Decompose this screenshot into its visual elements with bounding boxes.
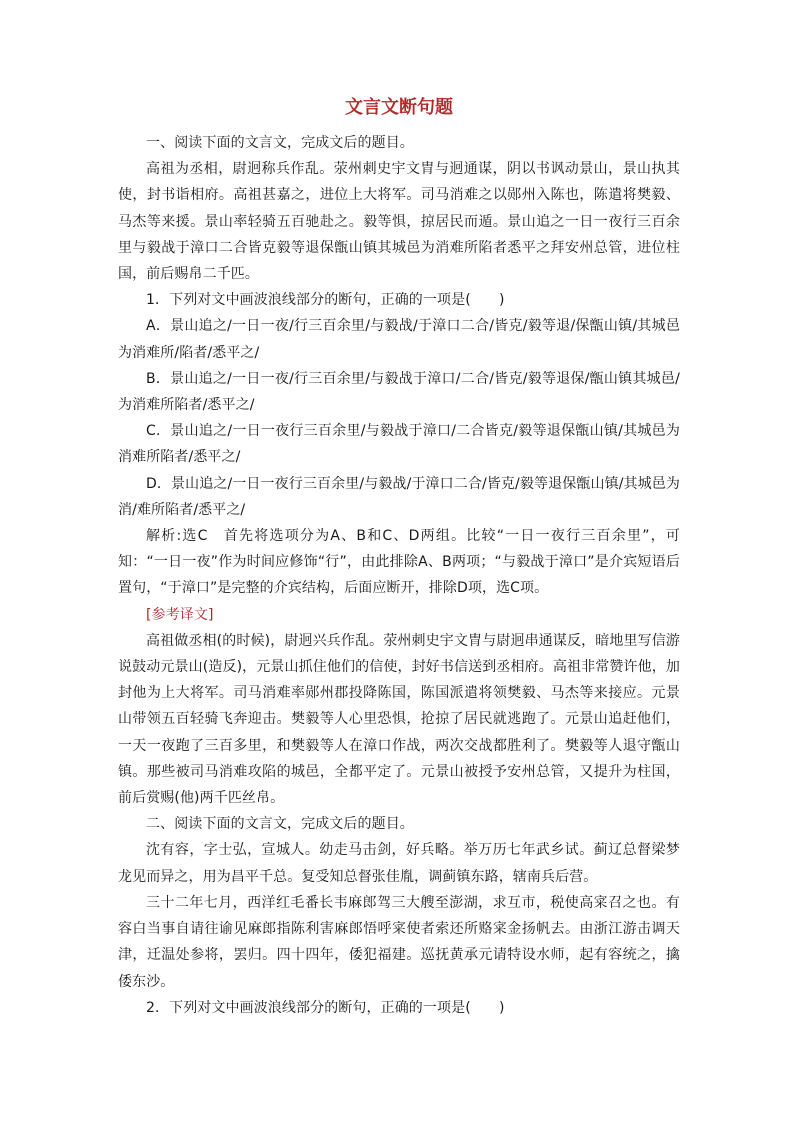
answer-analysis: 解析:选C 首先将选项分为A、B和C、D两组。比较“一日一夜行三百余里”，可知：“一日一夜”作为时间应修饰“行”，由此排除A、B两项；“与毅战于漳口”是介宾短语后置句，“于漳口”是完整的介宾结构，后面应断开，排除D项，选C项。 (118, 528, 680, 597)
option-c: C．景山追之/一日一夜行三百余里/与毅战于漳口/二合皆克/毅等退保甑山镇/其城邑为消难所陷者/悉平之/ (118, 423, 680, 466)
page-title: 文言文断句题 (345, 97, 453, 118)
passage-two-paragraph-1: 沈有容，字士弘，宣城人。幼走马击剑，好兵略。举万历七年武乡试。蓟辽总督梁梦龙见而异之，用为昌平千总。复受知总督张佳胤，调蓟镇东路，辖南兵后营。 (118, 842, 680, 885)
option-b: B．景山追之/一日一夜/行三百余里/与毅战于漳口/二合/皆克/毅等退保/甑山镇其城邑/为消难所陷者/悉平之/ (118, 370, 680, 414)
question-one-stem: 1．下列对文中画波浪线部分的断句，正确的一项是( ) (146, 292, 505, 309)
passage-two-paragraph-2: 三十二年七月，西洋红毛番长韦麻郎驾三大艘至澎湖，求互市，税使高寀召之也。有容白当事自请往谕见麻郎指陈利害麻郎悟呼寀使者索还所赂寀金扬帆去。由浙江游击调天津，迁温处参将，罢归。四十四年，倭犯福建。巡抚黄承元请特设水师，起有容统之，擒倭东沙。 (118, 894, 680, 990)
section-two-heading: 二、阅读下面的文言文，完成文后的题目。 (146, 816, 414, 833)
option-d: D．景山追之/一日一夜行三百余里/与毅战/于漳口二合/皆克/毅等退保甑山镇/其城邑为消/难所陷者/悉平之/ (118, 475, 680, 518)
section-one-heading: 一、阅读下面的文言文，完成文后的题目。 (146, 135, 414, 151)
question-two-stem: 2．下列对文中画波浪线部分的断句，正确的一项是( ) (146, 999, 505, 1016)
passage-one-text: 高祖为丞相，尉迥称兵作乱。荥州刺史宇文胄与迥通谋，阴以书讽动景山，景山执其使，封书诣相府。高祖甚嘉之，进位上大将军。司马消难之以郧州入陈也，陈遣将樊毅、马杰等来援。景山率轻骑五百驰赴之。毅等惧，掠居民而遁。景山追之一日一夜行三百余里与毅战于漳口二合皆克毅等退保甑山镇其城邑为消难所陷者悉平之拜安州总管，进位柱国，前后赐帛二千匹。 (118, 161, 680, 283)
reference-translation-text: 高祖做丞相(的时候)，尉迥兴兵作乱。荥州刺史宇文胄与尉迥串通谋反，暗地里写信游说鼓动元景山(造反)，元景山抓住他们的信使，封好书信送到丞相府。高祖非常赞许他，加封他为上大将军。司马消难率郧州郡投降陈国，陈国派遣将领樊毅、马杰等来接应。元景山带领五百轻骑飞奔迎击。樊毅等人心里恐惧，抢掠了居民就逃跑了。元景山追赶他们，一天一夜跑了三百多里，和樊毅等人在漳口作战，两次交战都胜利了。樊毅等人退守甑山镇。那些被司马消难攻陷的城邑，全都平定了。元景山被授予安州总管，又提升为柱国，前后赏赐(他)两千匹丝帛。 (118, 632, 680, 807)
reference-translation-label: [参考译文] (146, 606, 214, 623)
document-body (118, 94, 680, 1021)
option-a: A．景山追之/一日一夜/行三百余里/与毅战/于漳口二合/皆克/毅等退/保甑山镇/其城邑为消难所/陷者/悉平之/ (118, 318, 680, 361)
